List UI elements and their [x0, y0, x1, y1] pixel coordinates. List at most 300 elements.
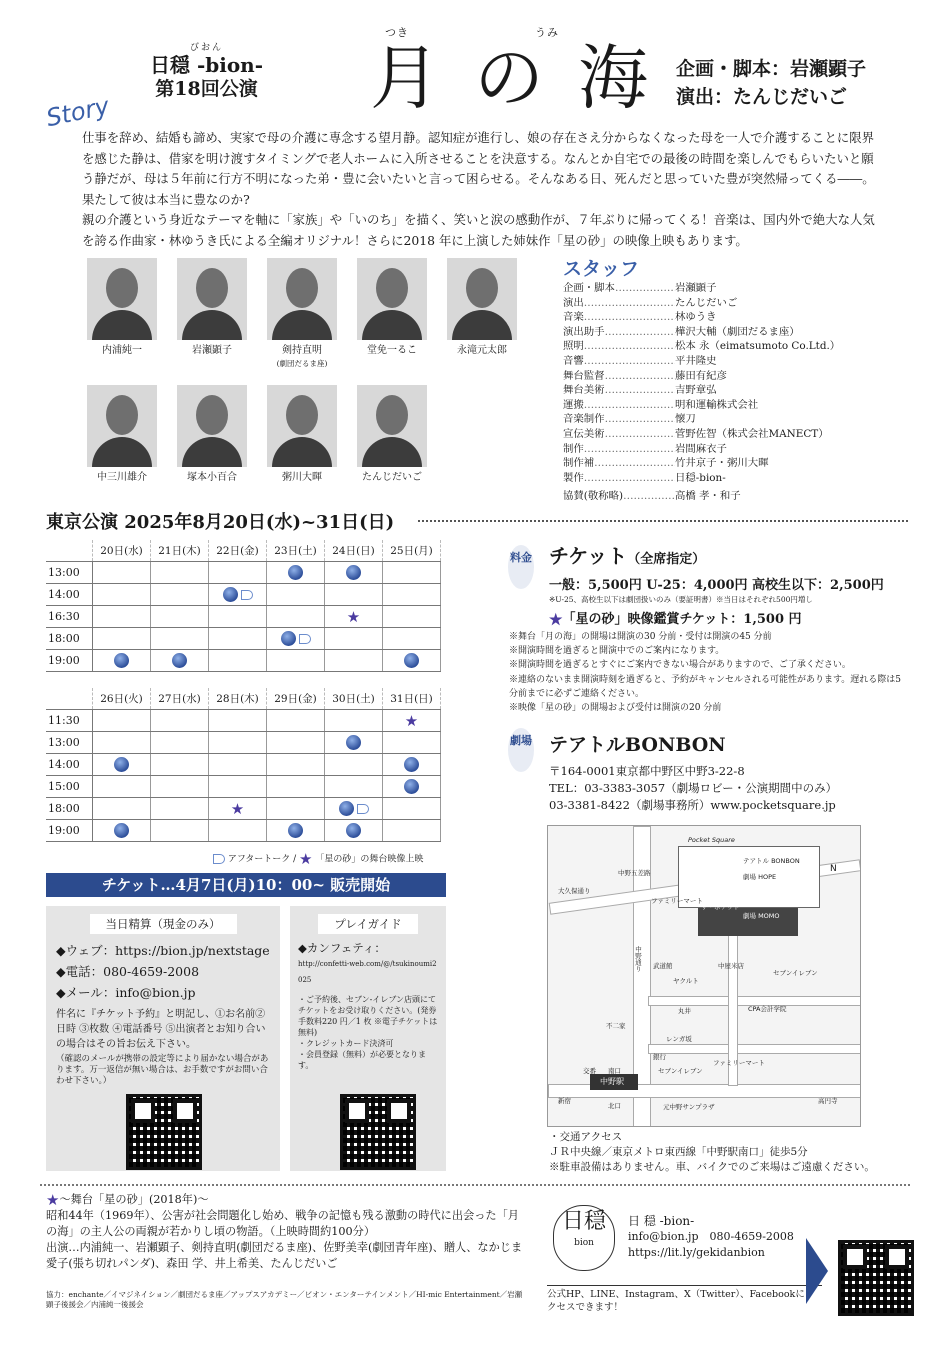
ticket-heading: チケット [549, 544, 628, 568]
moon-icon [223, 587, 238, 602]
schedule-cell [151, 562, 209, 584]
map-label: 中野駅 [600, 1077, 624, 1086]
cast-member [356, 258, 428, 357]
note: （確認のメールが携帯の設定等により届かない場合があります。万一返信が無い場合は、お手数ですがお問い合わせ下さい。） [56, 1054, 269, 1086]
map-label: ヤクルト [673, 977, 699, 985]
schedule-row [46, 776, 441, 798]
schedule-cell [151, 798, 209, 820]
price-note: ※U-25、高校生以下は劇団扱いのみ（要証明書）※当日はそれぞれ500円増し [549, 595, 813, 604]
schedule-cell [209, 628, 267, 650]
staff-role: 演出助手 ………………………………… [563, 325, 675, 340]
schedule-cell[interactable] [325, 562, 383, 584]
ticket-note: ※映像「星の砂」の開場および受付は開演の20 分前 [509, 703, 722, 714]
hoshi-ticket-text: 「星の砂」映像鑑賞チケット：1,500 円 [562, 612, 802, 627]
after-talk-icon [213, 854, 225, 864]
mail-line[interactable]: ◆メール：info@bion.jp [56, 985, 196, 1000]
schedule-day: 27日(水) [151, 688, 209, 710]
staff-row [563, 339, 908, 354]
door-payment-box [46, 906, 280, 1171]
access-line: ・交通アクセス [549, 1131, 623, 1143]
staff-row [563, 296, 908, 311]
staff-role: 協賛(敬称略) ………………………………… [563, 489, 675, 504]
schedule-time: 18:00 [46, 798, 93, 820]
staff-role: 照明 ………………………………… [563, 339, 675, 354]
schedule-cell[interactable] [93, 650, 151, 672]
schedule-cell [93, 798, 151, 820]
schedule-row [46, 650, 441, 672]
guide-note-1: ・ご予約後、セブン-イレブン店頭にてチケットをお受け取りください。(発券手数料220 円／1 枚 ※電子チケットは無料) [298, 995, 438, 1037]
schedule-cell[interactable] [267, 820, 325, 842]
instructions: 件名に『チケット予約』と明記し、①お名前②日時 ③枚数 ④電話番号 ⑤出演者とお知り合いの場合はその旨お伝え下さい。 [56, 1009, 266, 1050]
staff-person: 藤田有紀彦 [675, 369, 727, 382]
schedule-time: 15:00 [46, 776, 93, 798]
schedule-cell [325, 650, 383, 672]
schedule-day: 30日(土) [325, 688, 383, 710]
schedule-cell [383, 562, 441, 584]
hoshi-cast: 出演…内浦純一、岩瀬顕子、剣持直明(劇団だるま座)、佐野美幸(劇団青年座)、贈人、なかじま愛子(張ち切れパンダ)、森田 学、井上希美、たんじだいご [46, 1241, 523, 1270]
staff-row [563, 489, 908, 504]
staff-row [563, 354, 908, 369]
staff-row [563, 412, 908, 427]
logo-text: 日穏 [561, 1209, 606, 1234]
schedule-legend [210, 850, 423, 868]
hoshi-ticket [549, 608, 802, 629]
map-label: 中野通り [634, 946, 642, 972]
tel-line-1: TEL：03-3383-3057（劇場ロビー・公演期間中のみ） [549, 781, 838, 795]
schedule-cell [267, 754, 325, 776]
staff-role: 音楽 ………………………………… [563, 310, 675, 325]
schedule-cell[interactable] [325, 820, 383, 842]
schedule-cell [209, 562, 267, 584]
staff-row [563, 398, 908, 413]
moon-icon [114, 823, 129, 838]
schedule-cell [151, 628, 209, 650]
map-label: ファミリーマート [651, 897, 703, 905]
schedule-time: 16:30 [46, 606, 93, 628]
after-talk-icon [357, 804, 369, 814]
staff-person: たんじだいご [675, 296, 738, 309]
schedule-cell[interactable] [209, 584, 267, 606]
map-label: 高円寺 [818, 1097, 838, 1105]
cast-name: 岩瀬顕子 [192, 345, 232, 356]
ticket-note: ※連絡のないまま開演時刻を過ぎると、予約がキャンセルされる可能性があります。遅れる際は5 分前までに必ずご連絡ください。 [509, 674, 902, 699]
cast-member [266, 385, 338, 484]
schedule-cell[interactable] [209, 798, 267, 820]
map-label: 劇場 MOMO [743, 912, 780, 920]
ticket-note: ※開演時間を過ぎるとすぐにご案内できない場合がありますので、ご了承ください。 [509, 660, 851, 671]
staff-row [563, 310, 908, 325]
schedule-cell [325, 628, 383, 650]
cast-member [176, 385, 248, 484]
title-ruby-tsuki: つき [385, 26, 409, 39]
ticket-badge: 料金 [508, 545, 534, 589]
cast-photo [357, 385, 427, 467]
schedule-week-1 [46, 540, 441, 672]
staff-title: スタッフ [563, 258, 640, 280]
map-label: セブンイレブン [773, 969, 818, 977]
star-icon: ★ [404, 711, 419, 730]
schedule-cell[interactable] [151, 650, 209, 672]
schedule-cell[interactable] [267, 628, 325, 650]
map-label: Pocket Square [688, 836, 735, 844]
cast-photo [87, 385, 157, 467]
cast-member [356, 385, 428, 484]
schedule-row [46, 754, 441, 776]
schedule-day: 28日(木) [209, 688, 267, 710]
access-info [549, 1130, 875, 1175]
hoshi-section [46, 1192, 526, 1272]
schedule-week-2 [46, 688, 441, 842]
map-label: 武道館 [653, 962, 673, 970]
hoshi-title [46, 1192, 526, 1208]
schedule-time: 13:00 [46, 562, 93, 584]
tel-line[interactable]: ◆電話：080-4659-2008 [56, 964, 200, 979]
schedule-cell [151, 776, 209, 798]
staff-person: 高橋 孝・和子 [675, 490, 741, 503]
credit-director: 演出：たんじだいご [676, 86, 848, 108]
staff-row [563, 471, 908, 486]
schedule-cell [209, 754, 267, 776]
cast-name: 永滝元太郎 [457, 345, 507, 356]
schedule-row [46, 562, 441, 584]
sns-note: 公式HP、LINE、Instagram、X（Twitter）、Facebookにアクセスできます！ [547, 1285, 822, 1314]
schedule-cell [209, 650, 267, 672]
cast-photo [447, 258, 517, 340]
schedule-row [46, 820, 441, 842]
credits [676, 55, 866, 111]
schedule-cell [267, 798, 325, 820]
story-paragraph-2: 親の介護という身近なテーマを軸に「家族」や「いのち」を描く、笑いと涙の感動作が、７年ぶりに帰ってくる！音楽は、国内外で絶大な人気を誇る作曲家・林ゆうき氏による全編オリジナル！さらに2018 年に上演した姉妹作「星の砂」の映像上映もあります。 [82, 212, 875, 248]
footer-contact [628, 1213, 794, 1261]
map-label: ファミリーマート [713, 1059, 765, 1067]
moon-icon [404, 757, 419, 772]
tokyo-heading: 東京公演 2025年8月20日(水)~31日(日) [46, 512, 395, 533]
moon-icon [339, 801, 354, 816]
moon-icon [404, 653, 419, 668]
logo-subtext: bion [574, 1238, 594, 1248]
schedule-cell [93, 732, 151, 754]
schedule-cell[interactable] [383, 650, 441, 672]
staff-role: 音楽制作 ………………………………… [563, 412, 675, 427]
ticket-note: ※開演時間を過ぎると開演中でのご案内になります。 [509, 646, 725, 657]
schedule-cell [151, 820, 209, 842]
ticket-note: ※舞台「月の海」の開場は開演の30 分前・受付は開演の45 分前 [509, 632, 772, 642]
star-icon: ★ [230, 799, 245, 818]
schedule-cell [209, 732, 267, 754]
story-logo: Story [43, 91, 112, 133]
title-ruby-umi: うみ [535, 26, 559, 39]
map-label: 北口 [608, 1102, 621, 1110]
confetti-label: ◆カンフェティ： [298, 941, 386, 955]
map-label: テアトル BONBON [743, 857, 800, 865]
map-label: 劇場 HOPE [743, 873, 777, 881]
ticket-subheading: （全席指定） [627, 552, 706, 567]
staff-role: 企画・脚本 ………………………………… [563, 281, 675, 296]
credit-writer: 企画・脚本：岩瀬顕子 [676, 58, 867, 80]
schedule-time: 19:00 [46, 650, 93, 672]
cast-member [446, 258, 518, 357]
map-label: ザ・ポケット [701, 903, 740, 911]
map-label: レンガ坂 [666, 1035, 692, 1043]
schedule-cell [93, 606, 151, 628]
schedule-cell [209, 606, 267, 628]
staff-row [563, 281, 908, 296]
schedule-cell[interactable] [93, 754, 151, 776]
cast-photo [267, 385, 337, 467]
staff-person: 吉野章弘 [675, 384, 717, 397]
schedule-cell [325, 776, 383, 798]
bottom-divider [40, 1184, 910, 1186]
schedule-cell [383, 798, 441, 820]
footer-qr-code[interactable] [838, 1240, 914, 1316]
moon-icon [114, 757, 129, 772]
staff-role: 制作補 ………………………………… [563, 456, 675, 471]
schedule-cell [383, 820, 441, 842]
cast-name: たんじだいご [362, 472, 422, 483]
staff-role: 運搬 ………………………………… [563, 398, 675, 413]
sale-banner: チケット…4月7日(月)10：00~ 販売開始 [46, 873, 446, 897]
staff-row [563, 456, 908, 471]
schedule-cell [151, 606, 209, 628]
schedule-row [46, 606, 441, 628]
moon-icon [288, 823, 303, 838]
qr-code[interactable] [126, 1094, 202, 1170]
troupe-ruby: びおん [190, 43, 224, 53]
star-icon: ★ [549, 610, 563, 629]
staff-role: 舞台美術 ………………………………… [563, 383, 675, 398]
staff-person: 松本 永（eimatsumoto Co.Ltd.） [675, 340, 841, 353]
schedule-time: 14:00 [46, 754, 93, 776]
dotted-divider [418, 510, 908, 522]
schedule-cell [267, 710, 325, 732]
staff-row [563, 442, 908, 457]
box-title: プレイガイド [318, 914, 417, 934]
moon-icon [346, 565, 361, 580]
map-label: 元中野サンプラザ [663, 1103, 715, 1111]
arrow-right-icon [806, 1238, 828, 1304]
moon-icon [346, 823, 361, 838]
staff-row [563, 369, 908, 384]
schedule-cell[interactable] [325, 606, 383, 628]
cast-photo [177, 258, 247, 340]
hoshi-title-text: 〜舞台「星の砂」(2018年)〜 [59, 1193, 209, 1206]
after-talk-icon [241, 590, 253, 600]
schedule-cell [93, 584, 151, 606]
schedule-cell [151, 754, 209, 776]
legend-star: 「星の砂」の舞台映像上映 [315, 854, 424, 865]
schedule-cell [151, 732, 209, 754]
staff-row [563, 325, 908, 340]
star-icon: ★ [299, 850, 313, 868]
address-line: 〒164-0001東京都中野区中野3-22-8 [549, 764, 745, 778]
staff-role: 音響 ………………………………… [563, 354, 675, 369]
moon-icon [288, 565, 303, 580]
staff-person: 菅野佐智（株式会社MANECT） [675, 427, 829, 440]
footer-link[interactable]: https://lit.ly/gekidanbion [628, 1246, 765, 1259]
schedule-cell [383, 606, 441, 628]
cast-member [266, 258, 338, 370]
schedule-cell[interactable] [383, 754, 441, 776]
staff-list [563, 281, 908, 504]
cast-name: 粥川大暉 [282, 472, 322, 483]
performance-number: 第18回公演 [155, 78, 258, 100]
moon-icon [346, 735, 361, 750]
staff-person: 竹井京子・粥川大暉 [675, 457, 769, 470]
map-label: 交番 [583, 1067, 596, 1075]
ticket-title [549, 540, 705, 569]
tel-line-2[interactable]: 03-3381-8422（劇場事務所）www.pocketsquare.jp [549, 798, 836, 812]
map-label: 丸井 [678, 1007, 691, 1015]
schedule-cell [267, 732, 325, 754]
cast-photo [357, 258, 427, 340]
staff-role: 制作 ………………………………… [563, 442, 675, 457]
schedule-cell [151, 710, 209, 732]
cast-name: 内浦純一 [102, 345, 142, 356]
theatre-address [549, 763, 837, 814]
schedule-corner [46, 540, 93, 562]
cast-name: 剣持直明 [282, 345, 322, 356]
map-label: 不二家 [606, 1022, 626, 1030]
schedule-day: 23日(土) [267, 540, 325, 562]
cast-name: 中三川雄介 [97, 472, 147, 483]
schedule-time: 19:00 [46, 820, 93, 842]
schedule-cell [267, 776, 325, 798]
schedule-cell [267, 584, 325, 606]
schedule-cell [383, 584, 441, 606]
schedule-cell [325, 754, 383, 776]
legend-talk: アフタートーク / [227, 854, 297, 865]
schedule-cell[interactable] [325, 798, 383, 820]
schedule-cell[interactable] [383, 776, 441, 798]
staff-row [563, 383, 908, 398]
theatre-badge: 劇場 [508, 728, 534, 772]
after-talk-icon [299, 634, 311, 644]
staff-row [563, 427, 908, 442]
map-label: 南口 [608, 1067, 621, 1075]
staff-person: 日穏-bion- [675, 471, 726, 484]
road-south [648, 1044, 861, 1054]
schedule-cell [267, 606, 325, 628]
staff-person: 岩瀬顕子 [675, 282, 717, 294]
schedule-day: 24日(日) [325, 540, 383, 562]
star-icon: ★ [46, 1191, 60, 1209]
schedule-cell [93, 562, 151, 584]
moon-icon [404, 779, 419, 794]
schedule-cell [93, 710, 151, 732]
cast-member [86, 258, 158, 357]
play-guide-box [290, 906, 446, 1171]
star-icon: ★ [346, 607, 361, 626]
schedule-cell [209, 820, 267, 842]
theatre-name: テアトルBONBON [549, 734, 726, 756]
schedule-header-row [46, 540, 441, 562]
schedule-row [46, 584, 441, 606]
schedule-cell[interactable] [383, 710, 441, 732]
schedule-cell [209, 710, 267, 732]
access-line: ＪＲ中央線／東京メトロ東西線「中野駅南口」徒歩5分 [549, 1146, 808, 1158]
cast-name: 塚本小百合 [187, 472, 237, 483]
schedule-cell [383, 628, 441, 650]
schedule-cell [267, 650, 325, 672]
qr-code[interactable] [340, 1094, 416, 1170]
map-label: 新宿 [558, 1097, 571, 1105]
schedule-day: 26日(火) [93, 688, 151, 710]
troupe-name: 日穏 -bion- [150, 53, 264, 77]
schedule-day: 22日(金) [209, 540, 267, 562]
map-label: CPA会計学院 [748, 1005, 787, 1013]
staff-role: 舞台監督 ………………………………… [563, 369, 675, 384]
story-paragraph-1: 仕事を辞め、結婚も諦め、実家で母の介護に専念する望月静。認知症が進行し、娘の存在さえ分からなくなった母を一人で介護することに限界を感じた静は、借家を明け渡すタイミングで老人ホームに入所させることを決意する。なんとか自宅での最後の時間を楽しんでもらいたいと願う静だが、母は５年前に行方不明になった弟・豊に会いたいと言って困らせる。そんなある日、死んだと思っていた豊が突然帰ってくる――。果たして彼は本当に豊なのか? [82, 130, 875, 207]
confetti-url[interactable]: http://confetti-web.com/@/tsukinoumi2025 [298, 960, 437, 984]
schedule-time: 18:00 [46, 628, 93, 650]
staff-role: 宣伝美術 ………………………………… [563, 427, 675, 442]
ticket-prices: 一般：5,500円 U-25：4,000円 高校生以下：2,500円 [549, 578, 884, 593]
schedule-row [46, 798, 441, 820]
hoshi-body: 昭和44年（1969年）、公害が社会問題化し始め、戦争の記憶も残る激動の時代に出会った「月の海」の主人公の両親が若かりし頃の物語。（上映時間約100分） [46, 1209, 519, 1238]
schedule-day: 31日(日) [383, 688, 441, 710]
guide-note-2: ・クレジットカード決済可 [298, 1039, 394, 1048]
moon-icon [172, 653, 187, 668]
map-label: セブンイレブン [658, 1067, 703, 1075]
map-label: 中野五差路 [618, 869, 651, 877]
web-line[interactable]: ◆ウェブ：https://bion.jp/nextstage [56, 943, 270, 958]
map-label: 中屋米店 [718, 962, 744, 970]
schedule-day: 29日(金) [267, 688, 325, 710]
play-title: 月の海 [370, 37, 682, 119]
schedule-cell[interactable] [325, 732, 383, 754]
cast-name: 堂免一るこ [367, 345, 417, 356]
schedule-cell [325, 710, 383, 732]
schedule-day: 25日(月) [383, 540, 441, 562]
staff-person: 懐刀 [675, 413, 696, 426]
cast-affiliation: (劇団だるま座) [276, 359, 328, 368]
staff-person: 林ゆうき [675, 311, 717, 324]
bion-logo [553, 1205, 615, 1271]
guide-note-3: ・会員登録（無料）が必要となります。 [298, 1050, 426, 1070]
schedule-day: 20日(水) [93, 540, 151, 562]
moon-icon [281, 631, 296, 646]
schedule-time: 13:00 [46, 732, 93, 754]
cooperation-credits: 協力：enchante／イマジネイション／劇団だるま座／アップスアカデミー／ビオン・エンターテインメント／HI-mic Entertainment／岩瀬顕子後援会／内浦純一後援会 [46, 1290, 523, 1309]
cast-member [176, 258, 248, 357]
schedule-cell[interactable] [267, 562, 325, 584]
box-title: 当日精算（現金のみ） [90, 914, 237, 934]
schedule-cell [151, 584, 209, 606]
footer-contact-line[interactable]: info@bion.jp 080-4659-2008 [628, 1230, 794, 1243]
staff-role: 製作 ………………………………… [563, 471, 675, 486]
staff-person: 平井隆史 [675, 354, 717, 367]
schedule-cell[interactable] [93, 820, 151, 842]
schedule-time: 11:30 [46, 710, 93, 732]
schedule-row [46, 628, 441, 650]
cast-member [86, 385, 158, 484]
ticket-notes [509, 630, 909, 715]
staff-role: 演出 ………………………………… [563, 296, 675, 311]
schedule-cell [93, 628, 151, 650]
schedule-cell [209, 776, 267, 798]
schedule-day: 21日(木) [151, 540, 209, 562]
schedule-cell [325, 584, 383, 606]
cast-photo [87, 258, 157, 340]
moon-icon [114, 653, 129, 668]
schedule-corner [46, 688, 93, 710]
staff-person: 明和運輸株式会社 [675, 398, 759, 411]
troupe-block [150, 40, 263, 101]
map-label: 大久保通り [558, 887, 591, 895]
staff-person: 岩間麻衣子 [675, 442, 727, 455]
schedule-cell [383, 732, 441, 754]
story-text [82, 128, 882, 251]
